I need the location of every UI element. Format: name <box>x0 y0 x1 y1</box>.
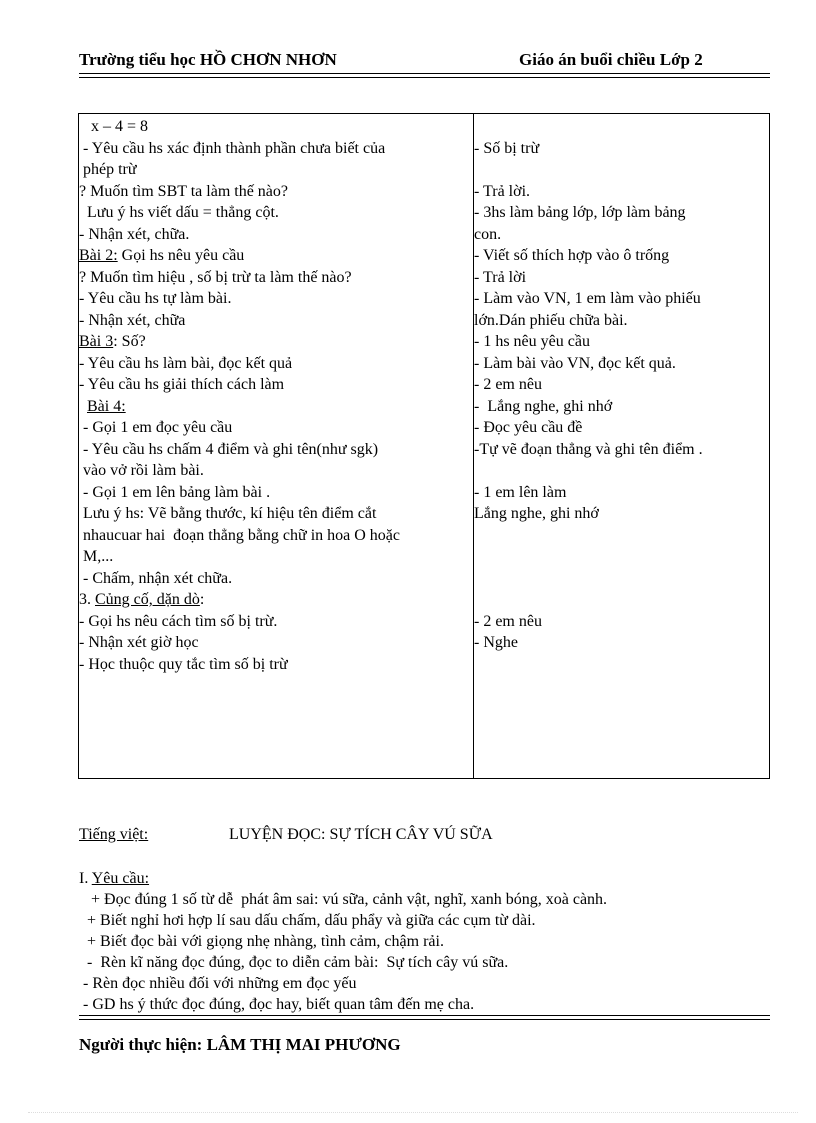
student-line: Lắng nghe, ghi nhớ <box>474 505 599 522</box>
student-line: - Trả lời. <box>474 182 531 200</box>
student-line: - Làm bài vào VN, đọc kết quả. <box>474 354 676 372</box>
subject-text: Tiếng việt: <box>79 826 149 843</box>
student-line: - Viết số thích hợp vào ô trống <box>474 247 670 264</box>
student-line <box>474 568 769 590</box>
teacher-line: nhaucuar hai đoạn thẳng bằng chữ in hoa O hoặc <box>79 526 401 544</box>
teacher-line: - Yêu cầu hs xác định thành phần chưa biết của <box>79 139 386 157</box>
page-bottom-dotted-line <box>28 1112 798 1113</box>
teacher-line: - Yêu cầu hs chấm 4 điểm và ghi tên(như sgk) <box>79 440 379 458</box>
teacher-line: - Nhận xét, chữa. <box>79 225 190 243</box>
student-line: lớn.Dán phiếu chữa bài. <box>474 311 628 329</box>
author: Người thực hiện: LÂM THỊ MAI PHƯƠNG <box>79 1035 401 1054</box>
teacher-line: - Nhận xét giờ học <box>79 634 199 651</box>
teacher-activities <box>79 114 473 675</box>
teacher-line: 3. Củng cố, dặn dò: <box>79 591 205 608</box>
student-line <box>474 159 769 181</box>
teacher-line: M,... <box>79 548 114 565</box>
requirements-label: Yêu cầu: <box>91 870 150 887</box>
student-line: - 3hs làm bảng lớp, lớp làm bảng <box>474 204 686 221</box>
teacher-line: - Yêu cầu hs làm bài, đọc kết quả <box>79 354 293 372</box>
student-line: - 1 em lên làm <box>474 483 567 501</box>
footer-rule-top <box>79 1015 770 1016</box>
teacher-line: - Yêu cầu hs tự làm bài. <box>79 290 232 307</box>
teacher-line: - Gọi hs nêu cách tìm số bị trừ. <box>79 612 278 630</box>
student-line <box>474 525 769 547</box>
section-label: Bài 3 <box>79 333 114 350</box>
lesson-plan-title: Giáo án buổi chiều Lớp 2 <box>519 50 703 69</box>
teacher-line: Bài 2: Gọi hs nêu yêu cầu <box>79 247 245 264</box>
requirements-heading <box>79 868 149 889</box>
student-line: con. <box>474 225 502 243</box>
student-line <box>474 116 769 138</box>
teacher-line: - Học thuộc quy tắc tìm số bị trừ <box>79 655 288 673</box>
student-line <box>474 460 769 482</box>
teacher-line: ? Muốn tìm hiệu , số bị trừ ta làm thế nào? <box>79 268 352 286</box>
student-activities <box>474 114 769 675</box>
teacher-line: vào vở rồi làm bài. <box>79 462 204 479</box>
list-item: + Đọc đúng 1 số từ dễ phát âm sai: vú sữa, cảnh vật, nghĩ, xanh bóng, xoà cành. <box>79 891 608 908</box>
requirements-list <box>79 889 779 1015</box>
header-rule-top <box>79 73 770 74</box>
school-name: Trường tiểu học HỒ CHƠN NHƠN <box>79 50 337 69</box>
student-activities-cell <box>474 114 770 779</box>
student-line: - Nghe <box>474 634 518 651</box>
section-label: Bài 2: <box>79 247 118 264</box>
student-line: - Số bị trừ <box>474 139 540 157</box>
teacher-line: Lưu ý hs viết dấu = thẳng cột. <box>79 204 279 221</box>
teacher-line: Bài 3: Số? <box>79 333 146 350</box>
subject-label <box>79 824 148 845</box>
teacher-line: phép trừ <box>79 161 137 178</box>
student-line: - Trả lời <box>474 268 527 286</box>
student-line: -Tự vẽ đoạn thẳng và ghi tên điểm . <box>474 440 703 458</box>
student-line: - Đọc yêu cầu đề <box>474 419 583 436</box>
lesson-title: LUYỆN ĐỌC: SỰ TÍCH CÂY VÚ SỮA <box>229 826 493 843</box>
list-item: - Rèn đọc nhiều đối với những em đọc yếu <box>79 975 357 992</box>
requirements-number: I. <box>79 870 92 887</box>
teacher-line: - Nhận xét, chữa <box>79 311 186 329</box>
student-line: - 1 hs nêu yêu cầu <box>474 333 590 350</box>
student-line: - 2 em nêu <box>474 376 542 393</box>
list-item: - Rèn kĩ năng đọc đúng, đọc to diễn cảm bài: Sự tích cây vú sữa. <box>79 954 509 971</box>
teacher-line: Lưu ý hs: Vẽ bằng thước, kí hiệu tên điểm cắt <box>79 505 377 522</box>
student-line <box>474 589 769 611</box>
student-line: - 2 em nêu <box>474 612 542 630</box>
student-line <box>474 546 769 568</box>
header-rule-bottom <box>79 77 770 78</box>
teacher-activities-cell <box>79 114 474 779</box>
list-item: + Biết đọc bài với giọng nhẹ nhàng, tình cảm, chậm rải. <box>79 933 444 950</box>
teacher-line: ? Muốn tìm SBT ta làm thế nào? <box>79 182 289 200</box>
student-line: - Làm vào VN, 1 em làm vào phiếu <box>474 290 701 307</box>
teacher-line: - Gọi 1 em lên bảng làm bài . <box>79 483 271 501</box>
student-line <box>474 654 769 676</box>
footer-rule-bottom <box>79 1019 770 1020</box>
teacher-line: - Gọi 1 em đọc yêu cầu <box>79 419 233 436</box>
section-label: Bài 4: <box>87 397 126 415</box>
teacher-line: x – 4 = 8 <box>79 118 149 135</box>
lesson-table <box>78 113 770 779</box>
teacher-line: - Chấm, nhận xét chữa. <box>79 569 233 587</box>
list-item: - GD hs ý thức đọc đúng, đọc hay, biết quan tâm đến mẹ cha. <box>79 996 475 1013</box>
student-line: - Lắng nghe, ghi nhớ <box>474 397 613 415</box>
section-label: Củng cố, dặn dò <box>95 591 200 608</box>
teacher-line <box>79 396 473 418</box>
teacher-line: - Yêu cầu hs giải thích cách làm <box>79 376 285 393</box>
list-item: + Biết nghỉ hơi hợp lí sau dấu chấm, dấu phẩy và giữa các cụm từ dài. <box>79 912 536 929</box>
